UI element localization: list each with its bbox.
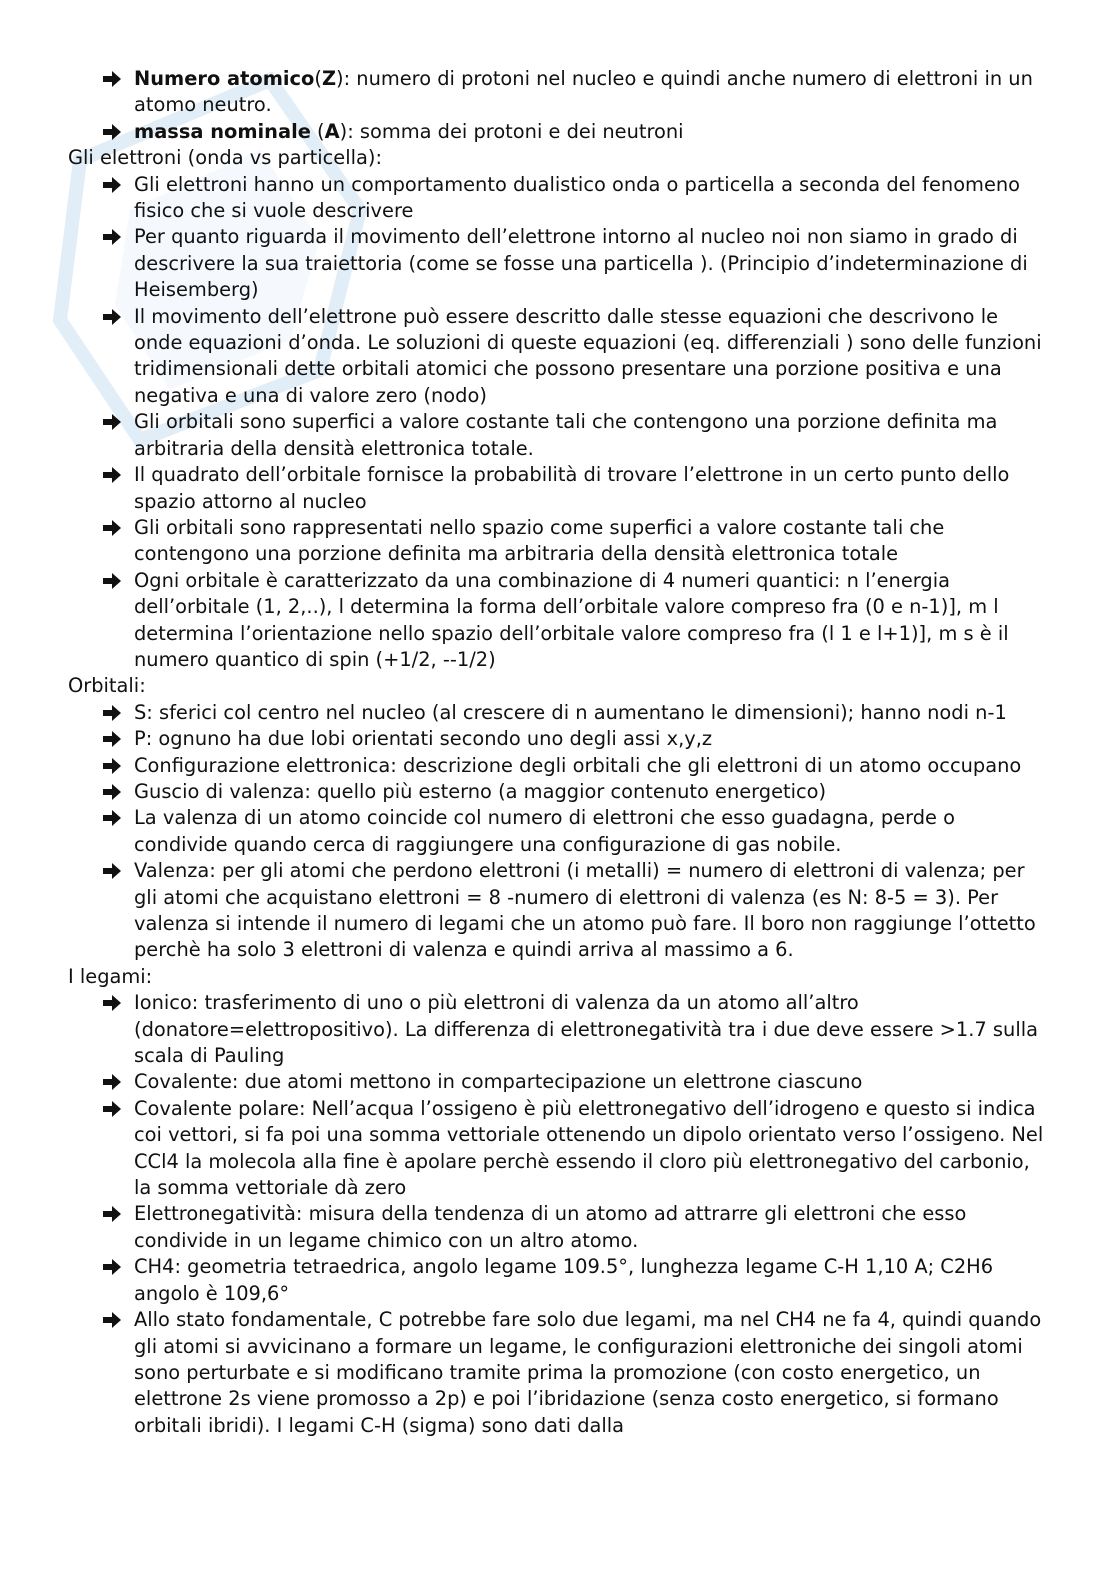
list-item (134, 409, 1048, 462)
term-massa-nominale: massa nominale (134, 119, 311, 143)
list-item (134, 858, 1048, 964)
list-item-text: Il quadrato dell’orbitale fornisce la probabilità di trovare l’elettrone in un certo punto dello spazio attorno al nucleo (134, 463, 1010, 513)
section-heading: Orbitali: (68, 674, 146, 698)
right-arrow-icon (102, 730, 122, 748)
list-item (134, 224, 1048, 303)
list-item (134, 1307, 1048, 1439)
list-item (134, 462, 1048, 515)
right-arrow-icon (102, 1100, 122, 1118)
sections-container (68, 145, 1048, 1439)
list-item-text: Gli orbitali sono rappresentati nello spazio come superfici a valore costante tali che contengono una porzione definita ma arbitraria della densità elettronica totale (134, 515, 945, 566)
list-item-text: Configurazione elettronica: descrizione degli orbitali che gli elettroni di un atomo occupano (134, 753, 1022, 777)
list-item (134, 568, 1048, 674)
list-item (134, 515, 1048, 568)
right-arrow-icon (102, 809, 122, 827)
right-arrow-icon (102, 994, 122, 1012)
document-page (68, 66, 1048, 1439)
list-item: massa nominale (A): somma dei protoni e dei neutroni (134, 119, 1048, 145)
list-item-text: Per quanto riguarda il movimento dell’elettrone intorno al nucleo noi non siamo in grado di descrivere la sua traiettoria (come se fosse una particella ). (Principio d’indeterminazione di Heisemberg) (134, 225, 1028, 302)
right-arrow-icon (102, 1258, 122, 1276)
list-item (134, 805, 1048, 858)
list-item (134, 753, 1048, 779)
right-arrow-icon (102, 862, 122, 880)
list-item-text: Il movimento dell’elettrone può essere descritto dalle stesse equazioni che descrivono le onde equazioni d’onda. Le soluzioni di queste equazioni (eq. differenziali ) sono delle funzioni tridimensionali dette orbitali atomici che possono presentare una porzione positiva e una negativa e una di valore zero (nodo) (134, 304, 1042, 407)
term-numero-atomico: Numero atomico (134, 67, 315, 90)
list-item (134, 726, 1048, 752)
bullet-list (68, 990, 1048, 1439)
list-item (134, 172, 1048, 225)
list-item (134, 1096, 1048, 1202)
section-heading: I legami: (68, 964, 153, 988)
list-item-text: La valenza di un atomo coincide col numero di elettroni che esso guadagna, perde o condivide quando cerca di raggiungere una configurazione di gas nobile. (134, 806, 955, 856)
list-item: Numero atomico(Z): numero di protoni nel nucleo e quindi anche numero di elettroni in un atomo neutro. (134, 66, 1048, 119)
list-item-text: P: ognuno ha due lobi orientati secondo uno degli assi x,y,z (134, 727, 713, 751)
right-arrow-icon (102, 757, 122, 775)
intro-list (68, 66, 1048, 145)
right-arrow-icon (102, 1073, 122, 1091)
list-item (134, 700, 1048, 726)
list-item-text: CH4: geometria tetraedrica, angolo legame 109.5°, lunghezza legame C-H 1,10 A; C2H6 angolo è 109,6° (134, 1255, 994, 1305)
list-item-text: Ogni orbitale è caratterizzato da una combinazione di 4 numeri quantici: n l’energia dell’orbitale (1, 2,..), l determina la forma dell’orbitale valore compreso fra (0 e n-1)], m l determina l’orientazione nello spazio dell’orbitale valore compreso fra (l 1 e l+1)], m s è il numero quantico di spin (+1/2, --1/2) (134, 568, 1009, 671)
right-arrow-icon (102, 783, 122, 801)
list-item-text: Ionico: trasferimento di uno o più elettroni di valenza da un atomo all’altro (donatore=elettropositivo). La differenza di elettronegatività tra i due deve essere >1.7 sulla scala di Pauling (134, 991, 1038, 1068)
list-item-text: Allo stato fondamentale, C potrebbe fare solo due legami, ma nel CH4 ne fa 4, quindi quando gli atomi si avvicinano a formare un legame, le configurazioni elettroniche dei singoli atomi sono perturbate e si modificano tramite prima la promozione (con costo energetico, un elettrone 2s viene promosso a 2p) e poi l’ibridazione (senza costo energetico, si formano orbitali ibridi). I legami C-H (sigma) sono dati dalla (134, 1308, 1042, 1437)
list-item-text: Gli orbitali sono superfici a valore costante tali che contengono una porzione definita ma arbitraria della densità elettronica totale. (134, 410, 998, 460)
right-arrow-icon (102, 519, 122, 537)
list-item-text: Elettronegatività: misura della tendenza di un atomo ad attrarre gli elettroni che esso condivide in un legame chimico con un altro atomo. (134, 1202, 967, 1252)
right-arrow-icon (102, 466, 122, 484)
bullet-list (68, 172, 1048, 674)
list-item-text: Gli elettroni hanno un comportamento dualistico onda o particella a seconda del fenomeno fisico che si vuole descrivere (134, 172, 1021, 223)
right-arrow-icon (102, 308, 122, 326)
right-arrow-icon (102, 572, 122, 590)
list-item-text: S: sferici col centro nel nucleo (al crescere di n aumentano le dimensioni); hanno nodi n-1 (134, 700, 1007, 724)
section-heading: Gli elettroni (onda vs particella): (68, 146, 382, 170)
list-item-text: Valenza: per gli atomi che perdono elettroni (i metalli) = numero di elettroni di valenza; per gli atomi che acquistano elettroni = 8 -numero di elettroni di valenza (es N: 8-5 = 3). Per valenza si intende il numero di legami che un atomo può fare. Il boro non raggiunge l’ottetto perchè ha solo 3 elettroni di valenza e quindi arriva al massimo a 6. (134, 859, 1036, 962)
list-item (134, 1069, 1048, 1095)
list-item-text: Covalente: due atomi mettono in compartecipazione un elettrone ciascuno (134, 1070, 863, 1094)
right-arrow-icon (102, 176, 122, 194)
list-item (134, 990, 1048, 1069)
list-item-text: Covalente polare: Nell’acqua l’ossigeno è più elettronegativo dell’idrogeno e questo si indica coi vettori, si fa poi una somma vettoriale ottenendo un dipolo orientato verso l’ossigeno. Nel CCl4 la molecola alla fine è apolare perchè essendo il cloro più elettronegativo del carbonio, la somma vettoriale dà zero (134, 1096, 1044, 1200)
list-item (134, 1201, 1048, 1254)
list-item (134, 779, 1048, 805)
right-arrow-icon (102, 704, 122, 722)
list-item-text: Guscio di valenza: quello più esterno (a maggior contenuto energetico) (134, 779, 827, 803)
right-arrow-icon (102, 123, 122, 141)
right-arrow-icon (102, 1311, 122, 1329)
right-arrow-icon (102, 70, 122, 88)
bullet-list (68, 700, 1048, 964)
list-item (134, 304, 1048, 410)
right-arrow-icon (102, 228, 122, 246)
right-arrow-icon (102, 413, 122, 431)
right-arrow-icon (102, 1205, 122, 1223)
list-item (134, 1254, 1048, 1307)
